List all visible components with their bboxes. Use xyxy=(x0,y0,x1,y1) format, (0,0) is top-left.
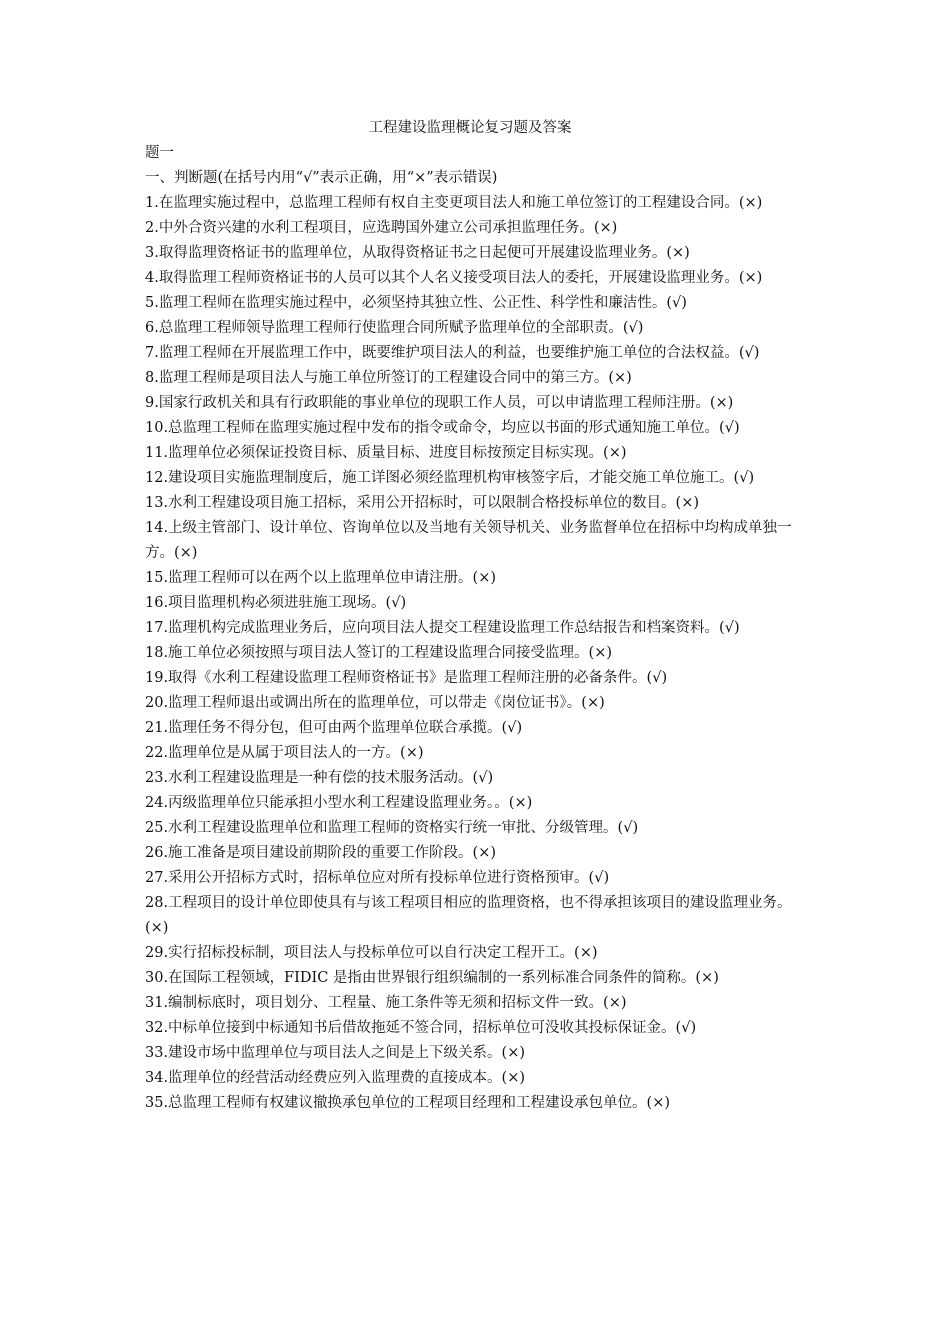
question-item: 22.监理单位是从属于项目法人的一方。(×) xyxy=(145,745,424,761)
question-item: 8.监理工程师是项目法人与施工单位所签订的工程建设合同中的第三方。(×) xyxy=(145,370,632,386)
question-item: 6.总监理工程师领导监理工程师行使监理合同所赋予监理单位的全部职责。(√) xyxy=(145,320,644,336)
question-item: 27.采用公开招标方式时，招标单位应对所有投标单位进行资格预审。(√) xyxy=(145,870,610,886)
question-item: 29.实行招标投标制，项目法人与投标单位可以自行决定工程开工。(×) xyxy=(145,945,598,961)
question-item: 5.监理工程师在监理实施过程中，必须坚持其独立性、公正性、科学性和廉洁性。(√) xyxy=(145,295,687,311)
question-item: 35.总监理工程师有权建议撤换承包单位的工程项目经理和工程建设承包单位。(×) xyxy=(145,1095,671,1111)
question-item: 12.建设项目实施监理制度后，施工详图必须经监理机构审核签字后，才能交施工单位施工。(√) xyxy=(145,470,755,486)
question-item: 14.上级主管部门、设计单位、咨询单位以及当地有关领导机关、业务监督单位在招标中均构成单独一方。(×) xyxy=(145,520,792,561)
question-item: 32.中标单位接到中标通知书后借故拖延不签合同，招标单位可没收其投标保证金。(√) xyxy=(145,1020,697,1036)
question-item: 7.监理工程师在开展监理工作中，既要维护项目法人的利益，也要维护施工单位的合法权益。(√) xyxy=(145,345,760,361)
question-item: 34.监理单位的经营活动经费应列入监理费的直接成本。(×) xyxy=(145,1070,526,1086)
section-label: 题一 xyxy=(145,145,174,161)
question-item: 10.总监理工程师在监理实施过程中发布的指令或命令，均应以书面的形式通知施工单位。(√) xyxy=(145,420,740,436)
question-item: 3.取得监理资格证书的监理单位，从取得资格证书之日起便可开展建设监理业务。(×) xyxy=(145,245,690,261)
question-item: 21.监理任务不得分包，但可由两个监理单位联合承揽。(√) xyxy=(145,720,523,736)
question-item: 25.水利工程建设监理单位和监理工程师的资格实行统一审批、分级管理。(√) xyxy=(145,820,639,836)
question-item: 1.在监理实施过程中，总监理工程师有权自主变更项目法人和施工单位签订的工程建设合同。(×) xyxy=(145,195,763,211)
question-item: 30.在国际工程领域，FIDIC 是指由世界银行组织编制的一系列标准合同条件的简称。(×) xyxy=(145,970,719,986)
question-item: 17.监理机构完成监理业务后，应向项目法人提交工程建设监理工作总结报告和档案资料。(√) xyxy=(145,620,740,636)
question-item: 20.监理工程师退出或调出所在的监理单位，可以带走《岗位证书》。(×) xyxy=(145,695,605,711)
question-item: 9.国家行政机关和具有行政职能的事业单位的现职工作人员，可以申请监理工程师注册。(×) xyxy=(145,395,734,411)
question-item: 15.监理工程师可以在两个以上监理单位申请注册。(×) xyxy=(145,570,497,586)
question-item: 19.取得《水利工程建设监理工程师资格证书》是监理工程师注册的必备条件。(√) xyxy=(145,670,668,686)
question-list xyxy=(145,191,815,1116)
question-item: 11.监理单位必须保证投资目标、质量目标、进度目标按预定目标实现。(×) xyxy=(145,445,627,461)
question-item: 33.建设市场中监理单位与项目法人之间是上下级关系。(×) xyxy=(145,1045,526,1061)
part-heading: 一、判断题(在括号内用“√”表示正确，用“×”表示错误) xyxy=(145,170,498,186)
question-item: 13.水利工程建设项目施工招标，采用公开招标时，可以限制合格投标单位的数目。(×) xyxy=(145,495,700,511)
question-item: 16.项目监理机构必须进驻施工现场。(√) xyxy=(145,595,407,611)
question-item: 18.施工单位必须按照与项目法人签订的工程建设监理合同接受监理。(×) xyxy=(145,645,613,661)
question-item: 28.工程项目的设计单位即使具有与该工程项目相应的监理资格，也不得承担该项目的建设监理业务。(×) xyxy=(145,895,792,936)
question-item: 4.取得监理工程师资格证书的人员可以其个人名义接受项目法人的委托，开展建设监理业务。(×) xyxy=(145,270,763,286)
document-title: 工程建设监理概论复习题及答案 xyxy=(368,120,572,136)
question-item: 23.水利工程建设监理是一种有偿的技术服务活动。(√) xyxy=(145,770,494,786)
question-item: 26.施工准备是项目建设前期阶段的重要工作阶段。(×) xyxy=(145,845,497,861)
question-item: 2.中外合资兴建的水利工程项目，应选聘国外建立公司承担监理任务。(×) xyxy=(145,220,618,236)
question-item: 24.丙级监理单位只能承担小型水利工程建设监理业务。。(×) xyxy=(145,795,533,811)
document-body xyxy=(145,116,815,1116)
question-item: 31.编制标底时，项目划分、工程量、施工条件等无须和招标文件一致。(×) xyxy=(145,995,627,1011)
